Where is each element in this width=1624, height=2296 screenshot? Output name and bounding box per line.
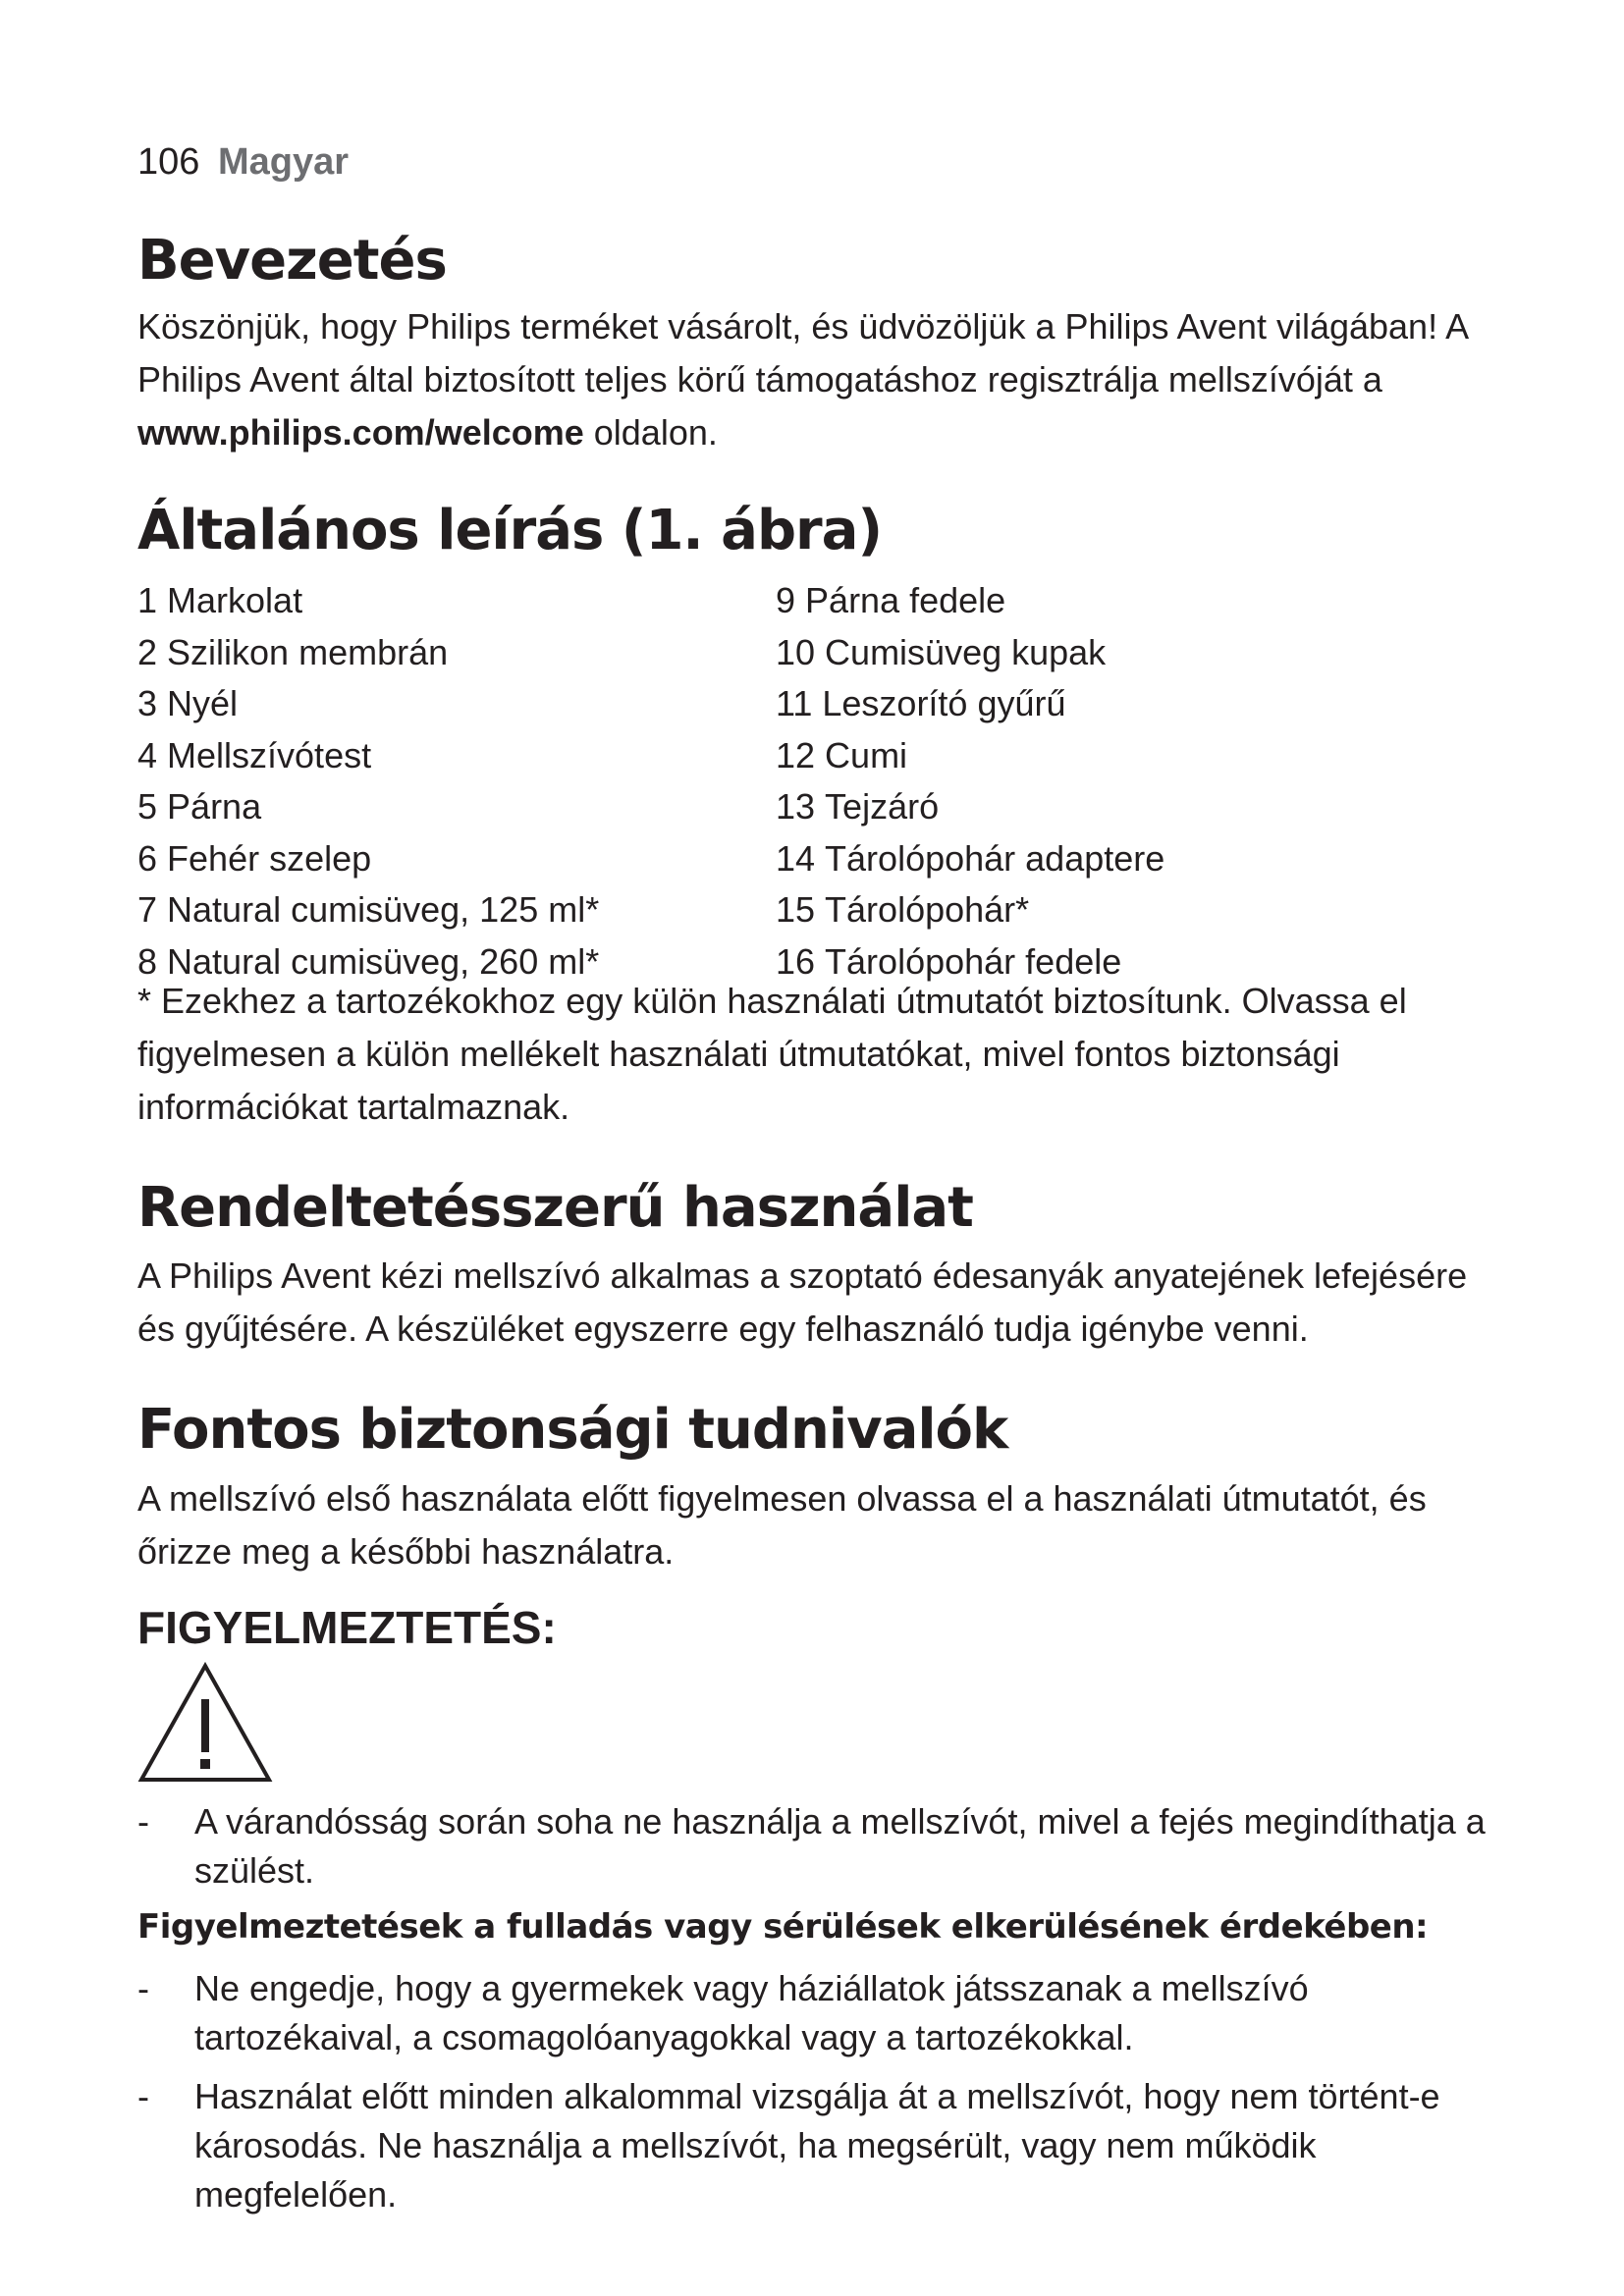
footnote: * Ezekhez a tartozékokhoz egy külön használati útmutatót biztosítunk. Olvassa el figyelmesen a külön mellékelt használati útmutatókat, mivel fontos biztonsági információkat tartalmaznak. — [137, 981, 1407, 1127]
bullet-dash: - — [137, 2076, 149, 2116]
warning-heading: FIGYELMEZTETÉS: — [137, 1602, 557, 1653]
part-item: 1 Markolat — [137, 580, 303, 620]
bullet-dash: - — [137, 1801, 149, 1842]
intro-paragraph — [137, 300, 1512, 459]
part-item: 3 Nyél — [137, 683, 239, 723]
part-item: 5 Párna — [137, 786, 262, 827]
part-item: 15 Tárolópohár* — [776, 889, 1030, 930]
choking-bullet — [137, 2072, 1512, 2219]
warning-triangle-icon — [137, 1662, 273, 1784]
running-header — [137, 143, 349, 181]
part-item: 9 Párna fedele — [776, 580, 1006, 620]
intro-text-end: oldalon. — [583, 412, 718, 453]
intro-text: Köszönjük, hogy Philips terméket vásárolt, és üdvözöljük a Philips Avent világában! A Philips Avent által biztosított teljes körű támogatáshoz regisztrálja mellszívóját a — [137, 306, 1468, 400]
language-label: Magyar — [217, 141, 350, 183]
page-number: 106 — [137, 141, 200, 183]
welcome-link[interactable]: www.philips.com/welcome — [137, 412, 584, 453]
part-item: 16 Tárolópohár fedele — [776, 940, 1122, 982]
choking-warning-heading: Figyelmeztetések a fulladás vagy sérülések elkerülésének érdekében: — [137, 1907, 1429, 1947]
part-item: 14 Tárolópohár adaptere — [776, 837, 1165, 879]
part-item: 13 Tejzáró — [776, 786, 940, 827]
part-item: 11 Leszorító gyűrű — [776, 683, 1066, 723]
choking-bullet — [137, 1964, 1512, 2062]
general-title: Általános leírás (1. ábra) — [137, 499, 883, 562]
warning-bullet — [137, 1797, 1512, 1896]
part-item: 6 Fehér szelep — [137, 837, 372, 879]
safety-text: A mellszívó első használata előtt figyelmesen olvassa el a használati útmutatót, és őrizze meg a későbbi használatra. — [137, 1478, 1427, 1572]
parts-list-left — [137, 575, 599, 988]
bullet-dash: - — [137, 1968, 149, 2008]
parts-list-right — [776, 575, 1164, 988]
intro-title: Bevezetés — [137, 229, 447, 293]
part-item: 8 Natural cumisüveg, 260 ml* — [137, 940, 600, 982]
intended-use-text: A Philips Avent kézi mellszívó alkalmas a szoptató édesanyák anyatejének lefejésére és gyűjtésére. A készüléket egyszerre egy felhasználó tudja igénybe venni. — [137, 1255, 1468, 1349]
part-item: 10 Cumisüveg kupak — [776, 631, 1107, 672]
part-item: 4 Mellszívótest — [137, 734, 372, 775]
part-item: 7 Natural cumisüveg, 125 ml* — [137, 889, 600, 930]
bullet-text: Ne engedje, hogy a gyermekek vagy háziállatok játsszanak a mellszívó tartozékaival, a csomagolóanyagokkal vagy a tartozékokkal. — [194, 1968, 1309, 2057]
bullet-text: Használat előtt minden alkalommal vizsgálja át a mellszívót, hogy nem történt-e károsodás. Ne használja a mellszívót, ha megsérült, vagy nem működik megfelelően. — [194, 2076, 1440, 2215]
part-item: 2 Szilikon membrán — [137, 631, 449, 672]
safety-title: Fontos biztonsági tudnivalók — [137, 1398, 1008, 1462]
intended-use-title: Rendeltetésszerű használat — [137, 1176, 973, 1240]
bullet-text: A várandósság során soha ne használja a mellszívót, mivel a fejés megindíthatja a szülést. — [194, 1801, 1486, 1891]
part-item: 12 Cumi — [776, 734, 908, 775]
